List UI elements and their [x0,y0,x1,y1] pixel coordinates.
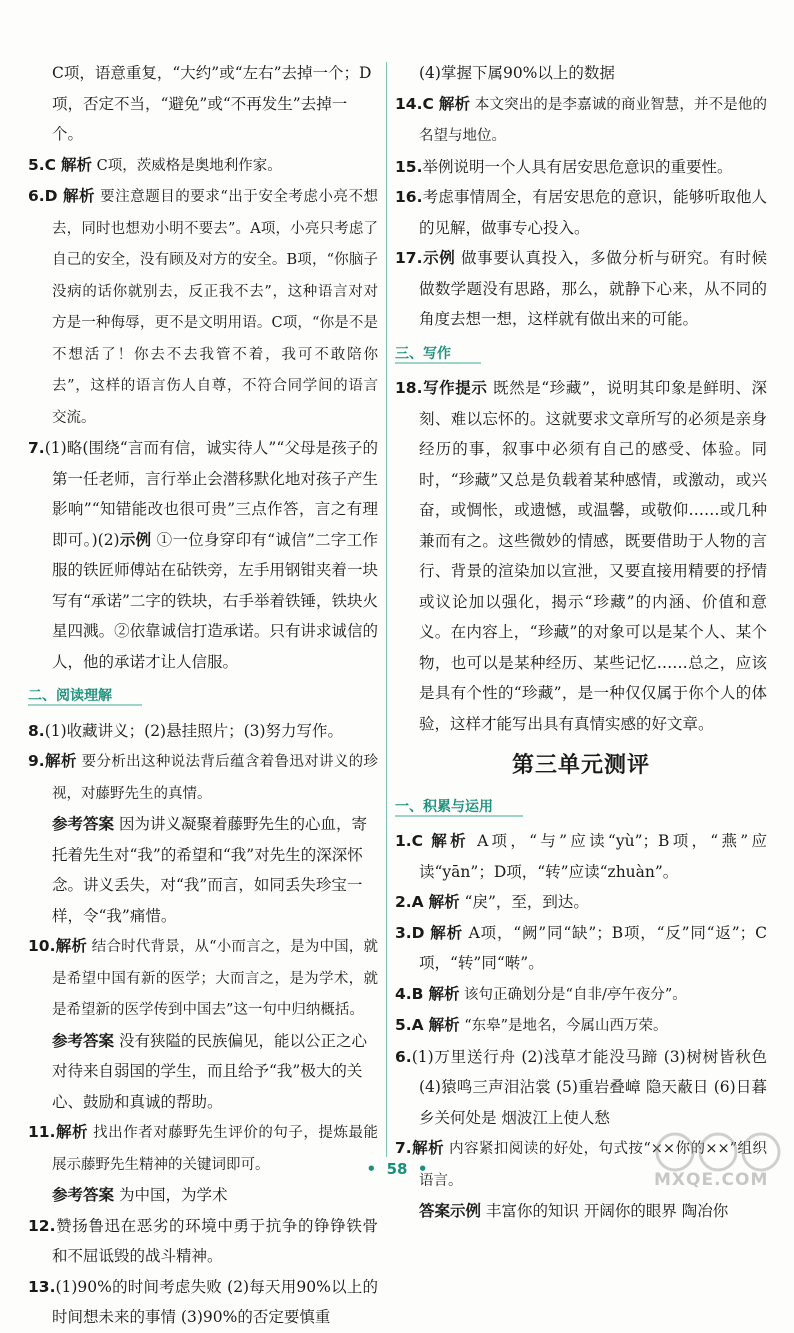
answer-18: 18.写作提示 既然是“珍藏”，说明其印象是鲜明、深刻、难以忘怀的。这就要求文章所写的必须是亲身经历的事，叙事中必须有自己的感受、体验。同时，“珍藏”又总是负载着某种感情，或激动，或兴奋，或惆怅，或遗憾，或温馨，或敬仰……或几种兼而有之。这些微妙的情感，既要借助于人物的言行、背景的渲染加以宣泄，又要直接用精要的抒情或议论加以强化，揭示“珍藏”的内涵、价值和意义。在内容上，“珍藏”的对象可以是某个人、某个物，也可以是某种经历、某些记忆……总之，应该是具有个性的“珍藏”，是一种仅仅属于你个人的体验，这样才能写出具有真情实感的好文章。 [395,379,767,733]
watermark [650,1130,790,1195]
answer-11: 11.解析 找出作者对藤野先生评价的句子，提炼最能展示藤野先生精神的关键词即可。 [28,1123,378,1173]
section-title-accumulation: 一、积累与运用 [395,792,767,823]
page-dot-right: • [417,1160,428,1178]
unit-answer-3: 3.D 解析 A项，“阙”同“缺”；B项，“反”同“返”；C项，“转”同“啭”。 [395,923,767,972]
column-divider [386,62,387,1157]
watermark-url: MXQE.COM [654,1170,769,1190]
answer-13-cont: (4)掌握下属90%以上的数据 [419,64,615,82]
answer-5: 5.C 解析 C项，茨威格是奥地利作家。 [28,155,282,174]
watermark-logo-icon [650,1130,790,1175]
answer-6: 6.D 解析 要注意题目的要求“出于安全考虑小亮不想去，同时也想劝小明不要去”。A项，小亮只考虑了自己的安全，没有顾及对方的安全。B项，“你脑子没病的话你就别去，反正我不去”，这种语言对对方是一种侮辱，更不是文明用语。C项，“你是不是不想活了！你去不去我管不着，我可不敢陪你去”，这样的语言伤人自尊，不符合同学间的语言交流。 [28,187,378,426]
unit-answer-6: 6.(1)万里送行舟 (2)浅草才能没马蹄 (3)树树皆秋色 (4)猿鸣三声泪沾裳 (5)重岩叠嶂 隐天蔽日 (6)日暮乡关何处是 烟波江上使人愁 [395,1047,767,1127]
section-title-reading: 二、阅读理解 [28,681,378,712]
unit-title: 第三单元测评 [511,753,650,778]
answer-10-reference: 参考答案 没有狭隘的民族偏见，能以公正之心对待来自弱国的学生，而且给予“我”极大的关心、鼓励和真诚的帮助。 [52,1031,367,1111]
right-column [395,58,767,1227]
answer-9-reference: 参考答案 因为讲义凝聚着藤野先生的心血，寄托着先生对“我”的希望和“我”对先生的深深怀念。讲义丢失，对“我”而言，如同丢失珍宝一样，令“我”痛惜。 [52,815,367,925]
left-column [28,58,378,1333]
unit-answer-4: 4.B 解析 该句正确划分是“自非/亭午夜分”。 [395,984,687,1003]
answer-11-reference: 参考答案 为中国，为学术 [52,1186,228,1204]
answer-8: 8.(1)收藏讲义；(2)悬挂照片；(3)努力写作。 [28,721,344,740]
unit-answer-7: 7.解析 内容紧扣阅读的好处，句式按“××你的××”组织语言。 [395,1139,767,1189]
answer-12: 12.赞扬鲁迅在恶劣的环境中勇于抗争的铮铮铁骨和不屈诋毁的战斗精神。 [28,1216,378,1265]
answer-13: 13.(1)90%的时间考虑失败 (2)每天用90%以上的时间想未来的事情 (3)90%的否定要慎重 [28,1277,378,1326]
answer-7: 7.(1)略(围绕“言而有信，诚实待人”“父母是孩子的第一任老师，言行举止会潜移默化地对孩子产生影响”“知错能改也很可贵”三点作答，言之有理即可。)(2)示例 ①一位身穿印有“诚信”二字工作服的铁匠师傅站在砧铁旁，左手用钢钳夹着一块写有“承诺”二字的铁块，右手举着铁锤，铁块火星四溅。②依靠诚信打造承诺。只有讲求诚信的人，他的承诺才让人信服。 [28,439,378,671]
answer-17: 17.示例 做事要认真投入，多做分析与研究。有时候做数学题没有思路，那么，就静下心来，从不同的角度去想一想，这样就有做出来的可能。 [395,249,767,328]
answer-14: 14.C 解析 本文突出的是李嘉诚的商业智慧，并不是他的名望与地位。 [395,94,767,144]
answer-16: 16.考虑事情周全，有居安思危的意识，能够听取他人的见解，做事专心投入。 [395,188,767,237]
page-dot-left: • [366,1160,377,1178]
page-number-text: 58 [386,1160,408,1178]
answer-15: 15.举例说明一个人具有居安思危意识的重要性。 [395,157,733,176]
unit-answer-7-example: 答案示例 丰富你的知识 开阔你的眼界 陶冶你 [419,1202,729,1220]
section-title-writing: 三、写作 [395,339,767,370]
answer-10: 10.解析 结合时代背景，从“小而言之，是为中国，就是希望中国有新的医学；大而言之，是为学术，就是希望新的医学传到中国去”这一句中归纳概括。 [28,937,378,1018]
unit-answer-2: 2.A 解析 “戾”，至，到达。 [395,893,589,911]
unit-answer-1: 1.C 解析 A项，“与”应读“yù”；B项，“燕”应读“yān”；D项，“转”应读“zhuàn”。 [395,832,767,881]
unit-answer-5: 5.A 解析 “东皋”是地名，今属山西万荣。 [395,1016,668,1034]
answer-9: 9.解析 要分析出这种说法背后蕴含着鲁迅对讲义的珍视，对藤野先生的真情。 [28,752,378,802]
left-line-0: C项，语意重复，“大约”或“左右”去掉一个；D项，否定不当，“避免”或“不再发生”去掉一个。 [52,64,372,143]
